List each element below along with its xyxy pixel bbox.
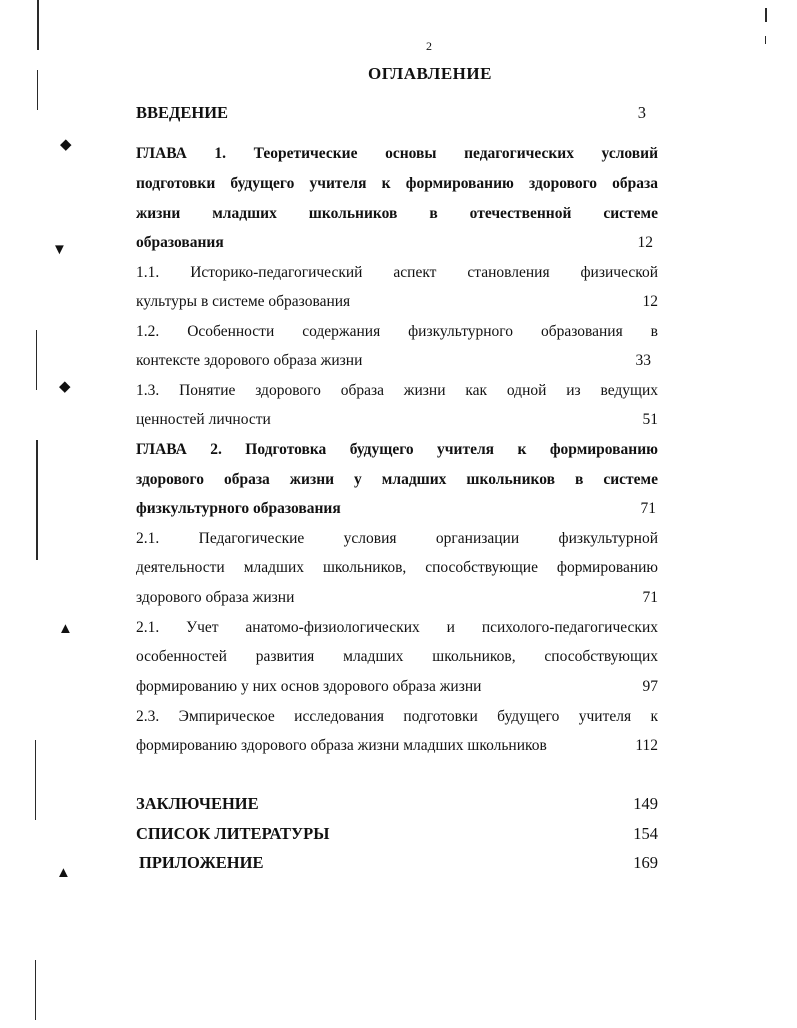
toc-entry-label: образования bbox=[136, 234, 224, 251]
toc-page-number: 12 bbox=[642, 293, 658, 310]
toc-entry-introduction bbox=[136, 98, 658, 128]
toc-entry-label: ценностей личности bbox=[136, 411, 271, 428]
binding-hole-mark: ◆ bbox=[60, 137, 72, 153]
toc-entry-chapter-2-line: ГЛАВА 2. Подготовка будущего учителя к формированию bbox=[136, 441, 658, 458]
scan-edge-line bbox=[36, 330, 37, 390]
toc-entry-section-2-1b-last bbox=[136, 672, 658, 702]
toc-entry-section-1-1-last bbox=[136, 287, 658, 317]
toc-entry-section-1-1-line: 1.1. Историко-педагогический аспект становления физической bbox=[136, 264, 658, 281]
toc-entry-label: физкультурного образования bbox=[136, 500, 341, 517]
toc-page-number: 71 bbox=[642, 589, 658, 606]
toc-page-number: 112 bbox=[635, 737, 658, 754]
toc-title: ОГЛАВЛЕНИЕ bbox=[368, 64, 492, 83]
toc-entry-label: здорового образа жизни bbox=[136, 589, 295, 606]
toc-page-number: 3 bbox=[637, 103, 646, 122]
toc-entry-section-2-1b-line: 2.1. Учет анатомо-физиологических и психолого-педагогических bbox=[136, 619, 658, 636]
toc-entry-label: формированию у них основ здорового образа жизни bbox=[136, 678, 482, 695]
toc-entry-label: контексте здорового образа жизни bbox=[136, 352, 363, 369]
toc-page-number: 71 bbox=[640, 500, 656, 517]
toc-page-number: 154 bbox=[633, 824, 658, 843]
toc-entry-section-2-1b-line: особенностей развития младших школьников, способствующих bbox=[136, 648, 658, 665]
toc-entry-section-1-2-last bbox=[136, 346, 658, 376]
toc-entry-chapter-1-last bbox=[136, 228, 658, 258]
toc-entry-section-2-1a-line: 2.1. Педагогические условия организации физкультурной bbox=[136, 530, 658, 547]
scan-edge-line bbox=[35, 740, 36, 820]
binding-hole-mark: ▼ bbox=[52, 242, 67, 258]
toc-entry-chapter-2-last bbox=[136, 494, 658, 524]
toc-entry-label: формированию здорового образа жизни младших школьников bbox=[136, 737, 547, 754]
toc-page-number: 97 bbox=[642, 678, 658, 695]
scan-edge-line bbox=[35, 960, 36, 1020]
toc-entry-label: СПИСОК ЛИТЕРАТУРЫ bbox=[136, 824, 330, 843]
toc-entry-conclusion bbox=[136, 789, 658, 819]
toc-entry-section-1-3-line: 1.3. Понятие здорового образа жизни как одной из ведущих bbox=[136, 382, 658, 399]
toc-entry-appendix bbox=[136, 848, 658, 878]
toc-entry-section-1-3-last bbox=[136, 405, 658, 435]
toc-page-number: 149 bbox=[633, 794, 658, 813]
toc-entry-section-2-1a-line: деятельности младших школьников, способствующие формированию bbox=[136, 559, 658, 576]
toc-entry-section-1-2-line: 1.2. Особенности содержания физкультурного образования в bbox=[136, 323, 658, 340]
toc-page-number: 33 bbox=[635, 352, 651, 369]
toc-entry-chapter-1-line: ГЛАВА 1. Теоретические основы педагогических условий bbox=[136, 145, 658, 162]
binding-hole-mark: ▲ bbox=[56, 865, 71, 881]
toc-entry-label: культуры в системе образования bbox=[136, 293, 351, 310]
toc-entry-section-2-3-line: 2.3. Эмпирическое исследования подготовки будущего учителя к bbox=[136, 708, 658, 725]
binding-hole-mark: ◆ bbox=[59, 379, 71, 395]
toc-entry-chapter-2-line: здорового образа жизни у младших школьников в системе bbox=[136, 471, 658, 488]
toc-entry-label: ВВЕДЕНИЕ bbox=[136, 103, 229, 122]
toc-entry-chapter-1-line: жизни младших школьников в отечественной системе bbox=[136, 205, 658, 222]
toc-entry-label: ЗАКЛЮЧЕНИЕ bbox=[136, 794, 259, 813]
toc-page-number: 12 bbox=[637, 234, 653, 251]
scan-edge-line bbox=[765, 8, 767, 22]
toc-entry-section-2-3-last bbox=[136, 731, 658, 761]
toc-page-number: 169 bbox=[633, 853, 658, 872]
toc-entry-section-2-1a-last bbox=[136, 583, 658, 613]
binding-hole-mark: ▲ bbox=[58, 621, 73, 637]
toc-entry-references bbox=[136, 819, 658, 849]
scan-edge-line bbox=[36, 440, 38, 560]
toc-entry-label: ПРИЛОЖЕНИЕ bbox=[139, 853, 264, 872]
page-number: 2 bbox=[426, 39, 432, 53]
toc-entry-chapter-1-line: подготовки будущего учителя к формированию здорового образа bbox=[136, 175, 658, 192]
toc-page-number: 51 bbox=[642, 411, 658, 428]
